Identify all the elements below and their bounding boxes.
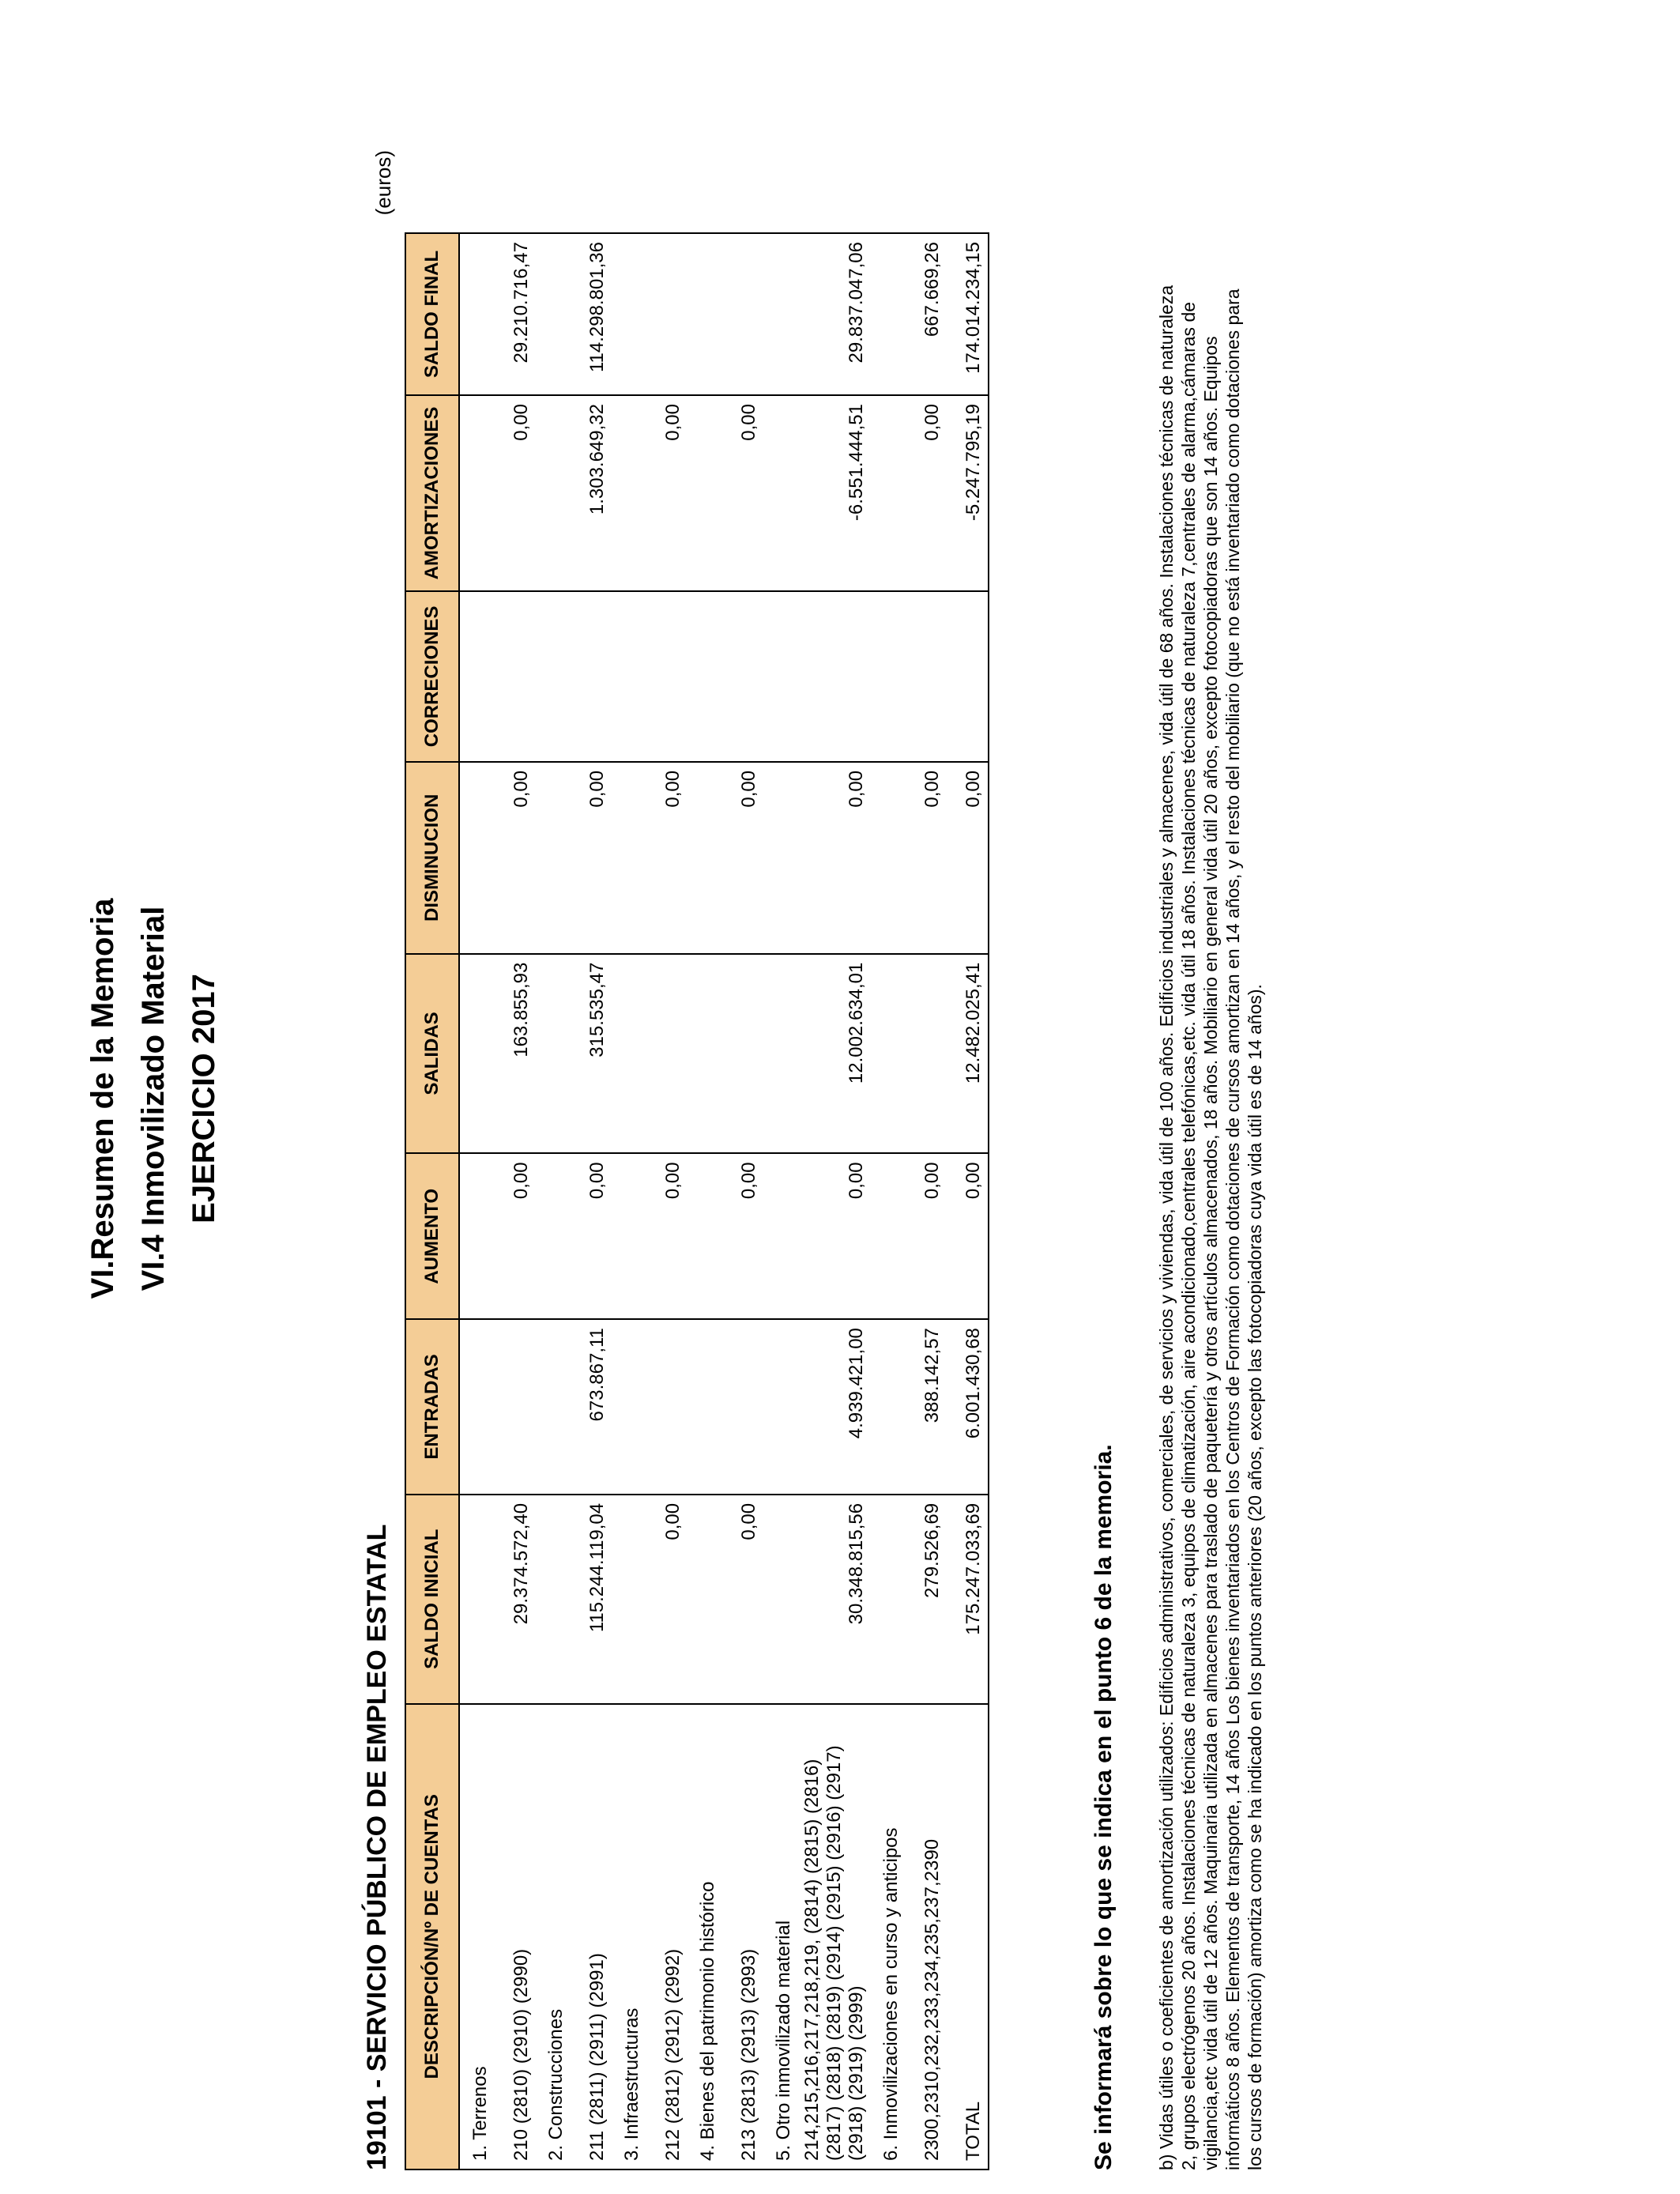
table-cell (871, 1319, 906, 1495)
table-cell: 0,00 (646, 395, 687, 591)
table-cell (646, 591, 687, 762)
row-description: 214,215,216,217,218,219, (2814) (2815) (2816) (2817) (2818) (2819) (2914) (2915) (2916) (2917) (2918) (2919) (2999) (798, 1704, 871, 2169)
table-cell (612, 395, 646, 591)
table-cell (495, 1319, 536, 1495)
table-row (571, 233, 612, 2169)
table-cell (495, 591, 536, 762)
table-cell (536, 1153, 571, 1319)
column-header: ENTRADAS (405, 1319, 459, 1495)
memoria-note: Se informará sobre lo que se indica en el punto 6 de la memoria. (1090, 1444, 1117, 2170)
table-cell (722, 1319, 763, 1495)
table-cell: 0,00 (947, 762, 989, 954)
column-header: AMORTIZACIONES (405, 395, 459, 591)
table-cell: 0,00 (722, 1153, 763, 1319)
table-cell (459, 395, 495, 591)
table-row (612, 233, 646, 2169)
column-header: AUMENTO (405, 1153, 459, 1319)
table-cell (687, 395, 722, 591)
table-row (722, 233, 763, 2169)
table-row (798, 233, 871, 2169)
table-row (459, 233, 495, 2169)
table-cell (612, 1319, 646, 1495)
table-cell (687, 233, 722, 395)
table-row (536, 233, 571, 2169)
footnote: b) Vidas útiles o coeficientes de amortización utilizados: Edificios administrativos, comerciales, de servicios y viviendas, vida útil de 100 años. Edificios industriales y almacenes, vida útil de 68 años. Instalaciones técnicas de naturaleza 2, grupos electrógenos 20 años. Instalaciones técnicas de naturaleza 3, equipos de climatización, aire acondicionado,centrales telefónicas,etc. vida útil 18 años. Instalaciones técnicas de naturaleza 7,centrales de alarma,cámaras de vigilancia,etc vida útil de 12 años. Maquinaria utilizada en almacenes para traslado de paquetería y otros artículos almacenados, 18 años. Mobiliario en general vida útil 20 años, excepto fotocopiadoras que son 14 años. Equipos informáticos 8 años. Elementos de transporte, 14 años Los bienes inventariados en los Centros de Formación como dotaciones de cursos amortizan en 14 años, y el resto del mobiliario (que no está inventariado como dotaciones para los cursos de formación) amortiza como se ha indicado en los puntos anteriores (20 años, excepto las fotocopiadoras cuya vida útil es de 14 años). (1156, 285, 1265, 2170)
table-cell (536, 1319, 571, 1495)
table-cell (612, 233, 646, 395)
row-description: 6. Inmovilizaciones en curso y anticipos (871, 1704, 906, 2169)
table-cell: 163.855,93 (495, 954, 536, 1154)
row-description: 1. Terrenos (459, 1704, 495, 2169)
row-description: 3. Infraestructuras (612, 1704, 646, 2169)
table-cell (459, 1153, 495, 1319)
table-cell (536, 954, 571, 1154)
table-cell: 0,00 (798, 1153, 871, 1319)
table-cell (763, 762, 798, 954)
table-cell: 175.247.033,69 (947, 1495, 989, 1704)
table-cell (459, 954, 495, 1154)
row-description: 210 (2810) (2910) (2990) (495, 1704, 536, 2169)
section-title: 19101 - SERVICIO PÚBLICO DE EMPLEO ESTATAL (362, 1524, 392, 2170)
table-cell: 315.535,47 (571, 954, 612, 1154)
table-cell (459, 233, 495, 395)
table-row (763, 233, 798, 2169)
row-description: 211 (2811) (2911) (2991) (571, 1704, 612, 2169)
table-cell: 0,00 (798, 762, 871, 954)
table-cell (798, 591, 871, 762)
column-header: DISMINUCION (405, 762, 459, 954)
table-cell: 0,00 (571, 1153, 612, 1319)
table-cell (763, 233, 798, 395)
table-row (687, 233, 722, 2169)
column-header: SALDO FINAL (405, 233, 459, 395)
row-description: 212 (2812) (2912) (2992) (646, 1704, 687, 2169)
table-cell: 12.002.634,01 (798, 954, 871, 1154)
table-cell: 0,00 (722, 1495, 763, 1704)
table-cell: 0,00 (947, 1153, 989, 1319)
table-cell: 29.837.047,06 (798, 233, 871, 395)
column-header: DESCRIPCIÓN/Nº DE CUENTAS (405, 1704, 459, 2169)
table-cell: 0,00 (646, 762, 687, 954)
table-row (871, 233, 906, 2169)
row-description: 4. Bienes del patrimonio histórico (687, 1704, 722, 2169)
inventory-table (405, 232, 989, 2170)
table-cell: 0,00 (906, 762, 947, 954)
table-cell (871, 1495, 906, 1704)
table-cell: 0,00 (646, 1153, 687, 1319)
table-cell (722, 954, 763, 1154)
row-description: 213 (2813) (2913) (2993) (722, 1704, 763, 2169)
table-cell: 279.526,69 (906, 1495, 947, 1704)
column-header: CORRECIONES (405, 591, 459, 762)
table-cell (536, 762, 571, 954)
table-cell (947, 591, 989, 762)
table-cell: 174.014.234,15 (947, 233, 989, 395)
table-cell (871, 954, 906, 1154)
table-cell: 114.298.801,36 (571, 233, 612, 395)
table-cell (871, 395, 906, 591)
title-block (77, 16, 229, 2181)
table-cell: 667.669,26 (906, 233, 947, 395)
table-body (459, 233, 989, 2169)
table-cell (906, 954, 947, 1154)
row-description: 2. Construcciones (536, 1704, 571, 2169)
table-cell (459, 1319, 495, 1495)
table-cell (459, 591, 495, 762)
table-cell: -6.551.444,51 (798, 395, 871, 591)
row-description: 2300,2310,232,233,234,235,237,2390 (906, 1704, 947, 2169)
table-cell: 0,00 (495, 762, 536, 954)
table-cell: 12.482.025,41 (947, 954, 989, 1154)
table-cell (722, 233, 763, 395)
table-cell: 29.210.716,47 (495, 233, 536, 395)
table-cell: 6.001.430,68 (947, 1319, 989, 1495)
table-cell (687, 1153, 722, 1319)
table-cell: 388.142,57 (906, 1319, 947, 1495)
table-cell: 0,00 (571, 762, 612, 954)
title-memoria: VI.Resumen de la Memoria (85, 898, 120, 1299)
title-ejercicio: EJERCICIO 2017 (186, 974, 221, 1223)
table-cell: 0,00 (906, 1153, 947, 1319)
table-cell (763, 1153, 798, 1319)
table-cell (646, 954, 687, 1154)
table-cell: 4.939.421,00 (798, 1319, 871, 1495)
table-cell (612, 762, 646, 954)
table-cell (459, 1495, 495, 1704)
table-cell: 30.348.815,56 (798, 1495, 871, 1704)
table-cell (722, 591, 763, 762)
table-cell (612, 1495, 646, 1704)
table-cell (871, 591, 906, 762)
table-cell: 0,00 (495, 1153, 536, 1319)
table-row (947, 233, 989, 2169)
table-cell (536, 591, 571, 762)
table-cell (646, 1319, 687, 1495)
table-cell (612, 1153, 646, 1319)
table-cell: 0,00 (722, 762, 763, 954)
table-cell (871, 762, 906, 954)
table-cell: 1.303.649,32 (571, 395, 612, 591)
table-cell (459, 762, 495, 954)
table-cell: 0,00 (906, 395, 947, 591)
table-cell (687, 1495, 722, 1704)
table-cell (536, 395, 571, 591)
table-cell (687, 954, 722, 1154)
table-cell (871, 233, 906, 395)
table-cell (763, 1319, 798, 1495)
table-cell (687, 591, 722, 762)
table-cell (871, 1153, 906, 1319)
table-cell: 0,00 (722, 395, 763, 591)
table-cell (763, 591, 798, 762)
table-cell (612, 591, 646, 762)
table-header-row (405, 233, 459, 2169)
table-cell (536, 233, 571, 395)
table-cell: 29.374.572,40 (495, 1495, 536, 1704)
table-cell: -5.247.795,19 (947, 395, 989, 591)
table-cell: 0,00 (646, 1495, 687, 1704)
table-cell (646, 233, 687, 395)
table-cell (612, 954, 646, 1154)
rotated-page (47, 16, 1628, 2181)
table-row (646, 233, 687, 2169)
column-header: SALDO INICIAL (405, 1495, 459, 1704)
row-description: 5. Otro inmovilizado material (763, 1704, 798, 2169)
title-inmovilizado: VI.4 Inmovilizado Material (136, 906, 171, 1291)
table-cell (763, 1495, 798, 1704)
table-cell: 0,00 (495, 395, 536, 591)
table-cell: 673.867,11 (571, 1319, 612, 1495)
column-header: SALIDAS (405, 954, 459, 1154)
table-row (906, 233, 947, 2169)
table-cell (687, 1319, 722, 1495)
table-cell (763, 395, 798, 591)
table-cell (687, 762, 722, 954)
table-cell (763, 954, 798, 1154)
table-cell (906, 591, 947, 762)
row-description: TOTAL (947, 1704, 989, 2169)
table-cell (571, 591, 612, 762)
units-label: (euros) (371, 150, 395, 216)
table-cell: 115.244.119,04 (571, 1495, 612, 1704)
table-cell (536, 1495, 571, 1704)
table-row (495, 233, 536, 2169)
